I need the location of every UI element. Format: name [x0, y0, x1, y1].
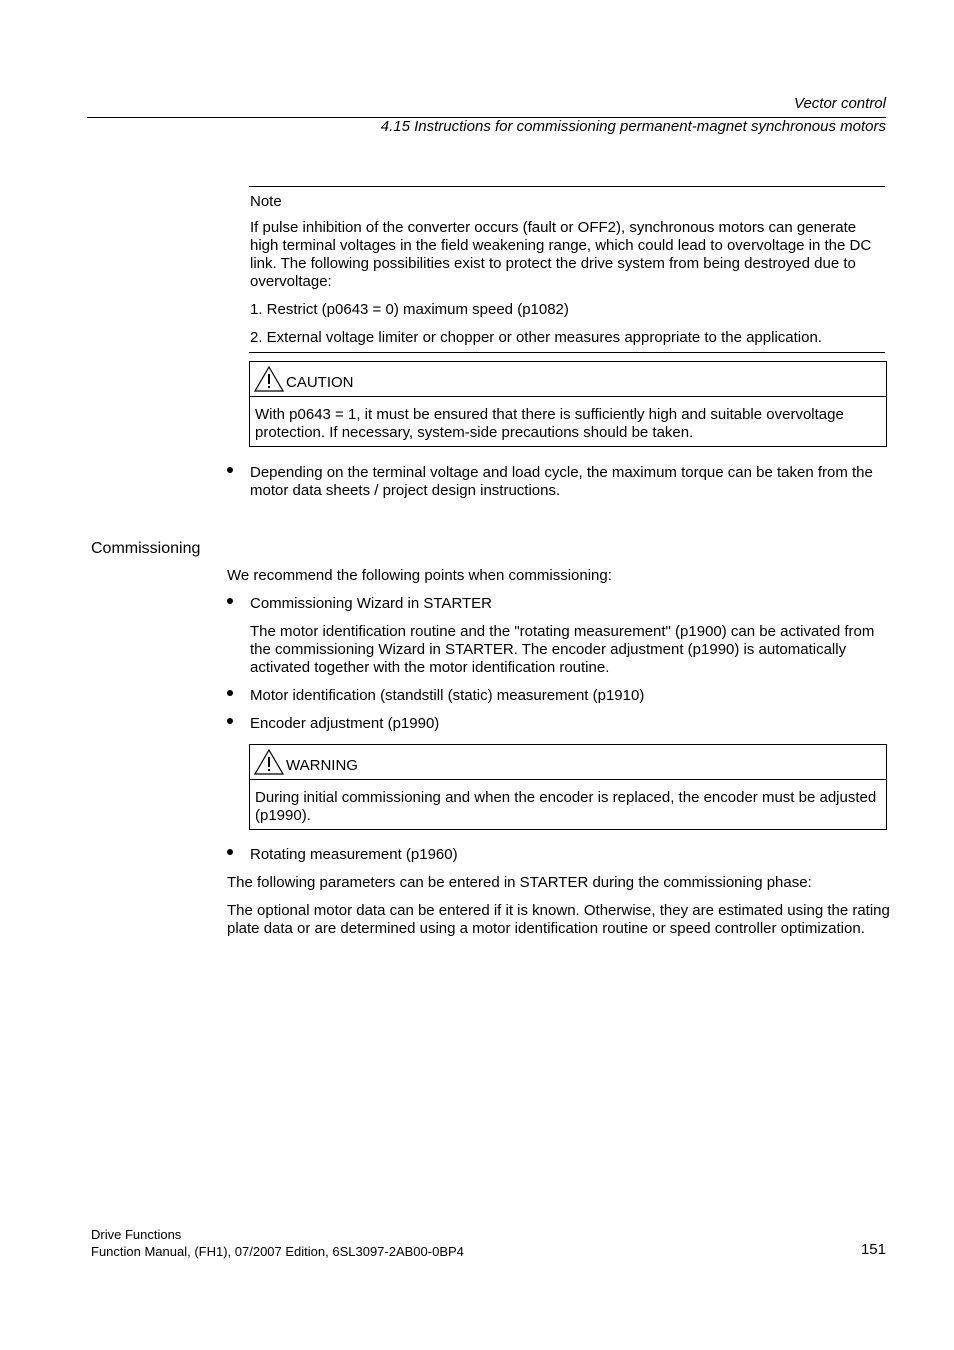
caution-label: CAUTION [286, 374, 354, 391]
section-heading: Commissioning [91, 540, 201, 557]
params-paragraph: The following parameters can be entered in STARTER during the commissioning phase: [227, 874, 812, 891]
page-number: 151 [860, 1241, 886, 1258]
warning-box [249, 744, 887, 830]
bullet-motor-id-text: Motor identification (standstill (static) measurement (p1910) [250, 687, 645, 704]
header-section: 4.15 Instructions for commissioning permanent-magnet synchronous motors [380, 118, 886, 135]
bullet-encoder-text: Encoder adjustment (p1990) [250, 715, 440, 732]
caution-box [249, 361, 887, 447]
warning-triangle-icon [254, 366, 284, 392]
header-chapter: Vector control [794, 95, 886, 112]
note-item-1: 1. Restrict (p0643 = 0) maximum speed (p1082) [250, 301, 569, 318]
bullet-dot [227, 598, 233, 604]
caution-header [250, 362, 886, 397]
bullet-dot [227, 849, 233, 855]
note-text: If pulse inhibition of the converter occurs (fault or OFF2), synchronous motors can generate high terminal voltages in the field weakening range, which could lead to overvoltage in the DC link. The following possibilities exist to protect the drive system from being destroyed due to overvoltage: [250, 219, 872, 290]
bullet-wizard-text: Commissioning Wizard in STARTER [250, 595, 492, 612]
note-bottom-rule [249, 352, 885, 353]
wizard-paragraph: The motor identification routine and the "rotating measurement" (p1900) can be activated from the commissioning Wizard in STARTER. The encoder adjustment (p1990) is automatically activated together with the motor identification routine. [250, 623, 875, 676]
warning-text: During initial commissioning and when the encoder is replaced, the encoder must be adjusted (p1990). [255, 789, 877, 824]
note-top-rule [249, 186, 885, 187]
bullet-dot [227, 718, 233, 724]
optional-data-paragraph: The optional motor data can be entered if it is known. Otherwise, they are estimated using the rating plate data or are determined using a motor identification routine or speed controller optimization. [227, 902, 890, 937]
bullet-dot [227, 690, 233, 696]
warning-label: WARNING [286, 757, 358, 774]
note-item-2: 2. External voltage limiter or chopper or other measures appropriate to the application. [250, 329, 822, 346]
footer-line-2: Function Manual, (FH1), 07/2007 Edition, 6SL3097-2AB00-0BP4 [91, 1244, 464, 1259]
note-title: Note [250, 193, 282, 210]
warning-header [250, 745, 886, 780]
bullet-rotating-text: Rotating measurement (p1960) [250, 846, 458, 863]
caution-text: With p0643 = 1, it must be ensured that there is sufficiently high and suitable overvoltage protection. If necessary, system-side precautions should be taken. [255, 406, 844, 441]
warning-triangle-icon [254, 749, 284, 775]
bullet-torque-text: Depending on the terminal voltage and load cycle, the maximum torque can be taken from the motor data sheets / project design instructions. [250, 464, 873, 499]
footer-line-1: Drive Functions [91, 1227, 182, 1242]
commissioning-intro: We recommend the following points when commissioning: [227, 567, 612, 584]
bullet-dot [227, 467, 233, 473]
